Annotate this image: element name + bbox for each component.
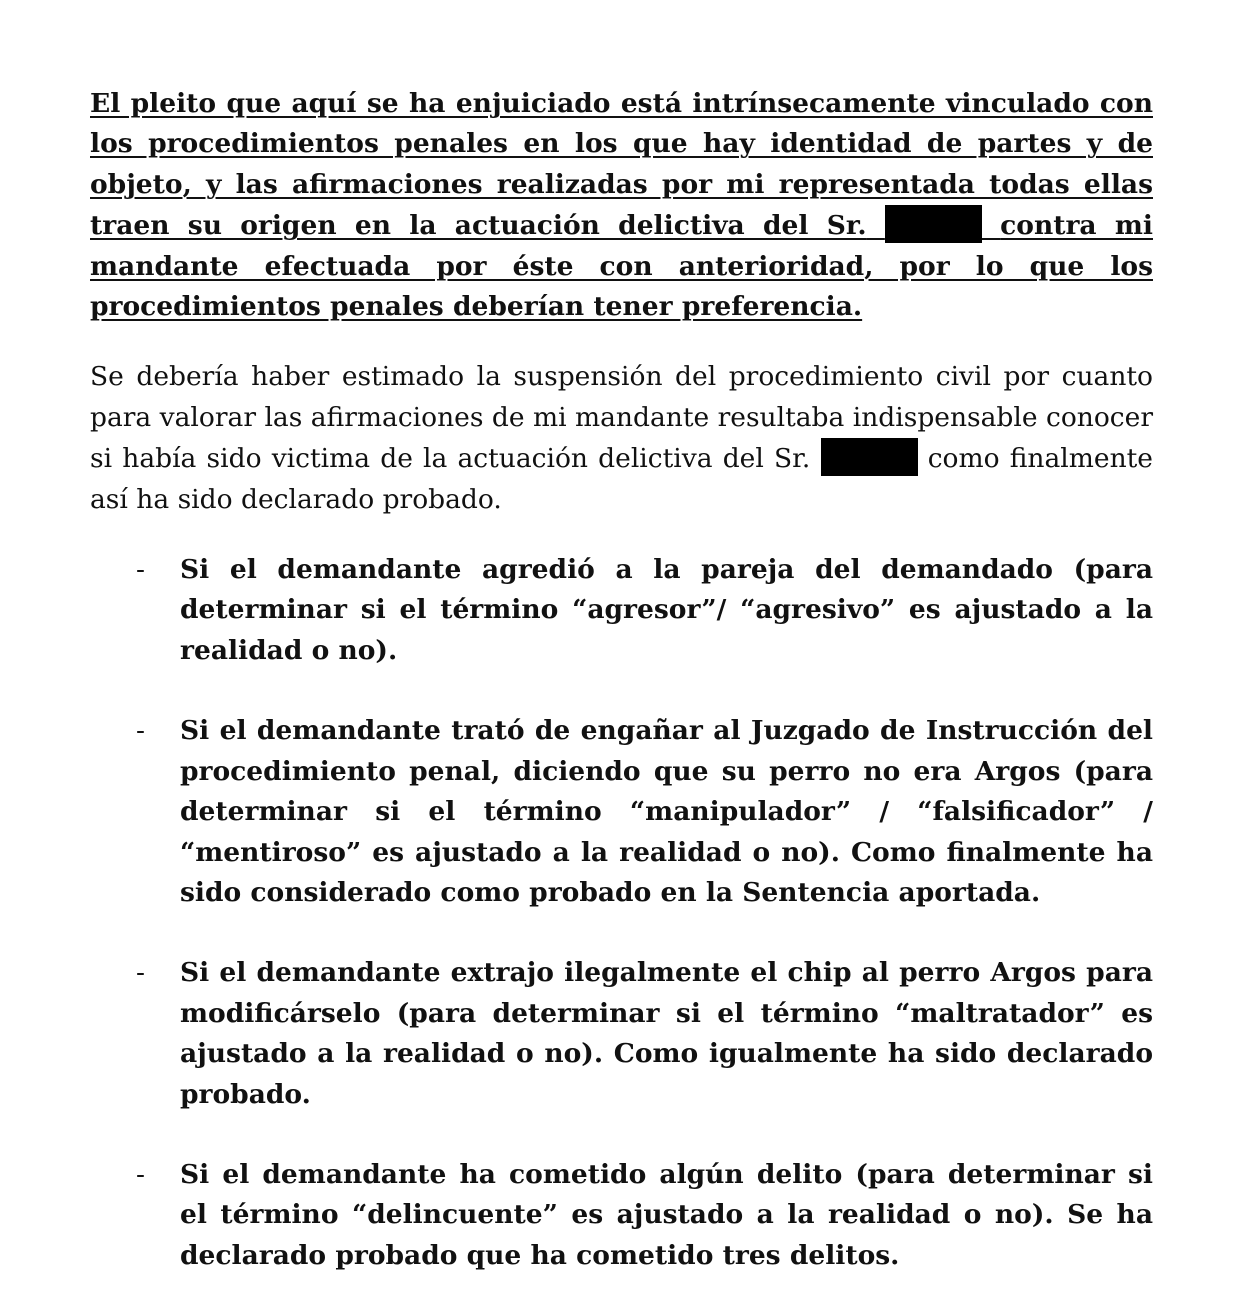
body-paragraph	[90, 357, 1153, 520]
bullet-text: Si el demandante agredió a la pareja del demandado (para determinar si el término “agresor”/ “agresivo” es ajustado a la realidad o no).	[180, 554, 1153, 666]
bullet-text: Si el demandante trató de engañar al Juzgado de Instrucción del procedimiento penal, diciendo que su perro no era Argos (para determinar si el término “manipulador” / “falsificador” / “mentiroso” es ajustado a la realidad o no). Como finalmente ha sido considerado como probado en la Sentencia aportada.	[180, 715, 1153, 908]
bullet-dash: -	[136, 715, 145, 747]
bullet-dash: -	[136, 1158, 145, 1190]
redaction-block	[821, 438, 918, 476]
body-text-part2: como finalmente así ha sido declarado probado.	[90, 443, 1153, 515]
redaction-block	[885, 205, 982, 243]
list-item	[90, 1155, 1153, 1276]
list-item	[90, 550, 1153, 671]
bullet-text: Si el demandante ha cometido algún delito (para determinar si el término “delincuente” es ajustado a la realidad o no). Se ha declarado probado que ha cometido tres delitos.	[180, 1158, 1153, 1271]
list-item	[90, 711, 1153, 913]
heading-paragraph	[90, 84, 1153, 327]
bullet-dash: -	[136, 554, 145, 586]
document-page	[90, 84, 1153, 1316]
body-text-part1: Se debería haber estimado la suspensión del procedimiento civil por cuanto para valorar las afirmaciones de mi mandante resultaba indispensable conocer si había sido victima de la actuación delictiva del Sr.	[90, 361, 1153, 475]
bullet-list	[90, 550, 1153, 1276]
heading-text-part1: El pleito que aquí se ha enjuiciado está intrínsecamente vinculado con los procedimientos penales en los que hay identidad de partes y de objeto, y las afirmaciones realizadas por mi representada todas ellas traen su origen en la actuación delictiva del Sr.	[90, 88, 1153, 242]
heading-text-part2: contra mi mandante efectuada por éste con anterioridad, por lo que los procedimientos penales deberían tener preferencia.	[90, 210, 1153, 323]
list-item	[90, 953, 1153, 1115]
bullet-text: Si el demandante extrajo ilegalmente el chip al perro Argos para modificárselo (para determinar si el término “maltratador” es ajustado a la realidad o no). Como igualmente ha sido declarado probado.	[180, 957, 1153, 1110]
bullet-dash: -	[136, 957, 145, 989]
